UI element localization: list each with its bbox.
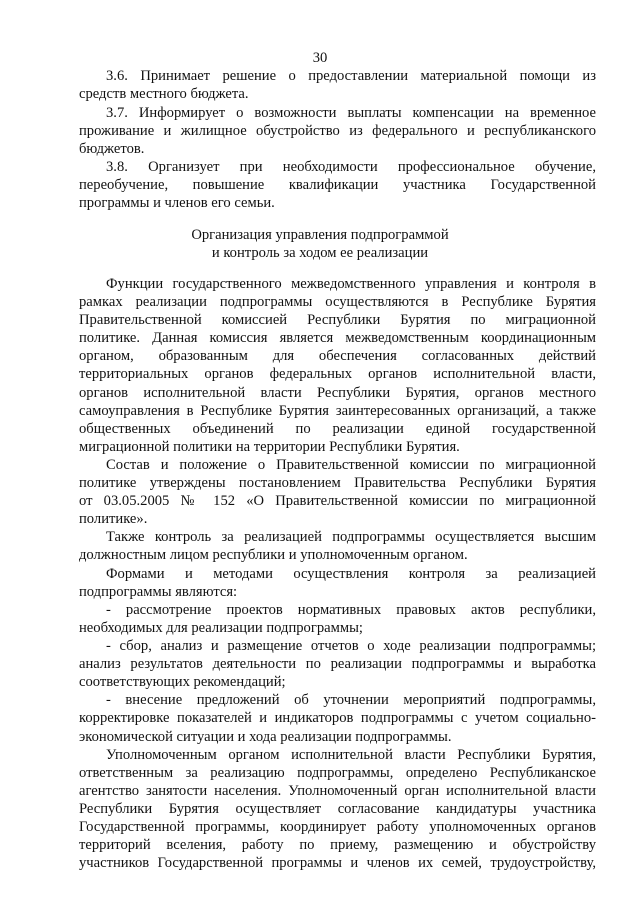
text-line: подпрограммы являются: [79,584,238,600]
text-line: - внесение предложений об уточнении мероприятий подпрограммы, [106,692,596,708]
text-line: участников Государственной программы и членов их семей, трудоустройству, [79,855,596,871]
text-line: Республики Бурятия осуществляет согласование кандидатуры участника [79,801,596,817]
text-line: необходимых для реализации подпрограммы; [79,620,363,636]
section-heading: и контроль за ходом ее реализации [211,245,429,261]
text-line: Также контроль за реализацией подпрограммы осуществляется высшим [106,529,596,545]
text-line: 3.6. Принимает решение о предоставлении материальной помощи из [106,68,596,84]
text-line: бюджетов. [79,141,145,157]
text-line: политике. Данная комиссия является межведомственным координационным [79,330,596,346]
text-line: территориальных органов федеральных органов исполнительной власти, [79,366,596,382]
text-line: органом, образованным для обеспечения согласованных действий [79,348,596,364]
text-line: соответствующих рекомендаций; [79,674,286,690]
text-line: Формами и методами осуществления контроля за реализацией [106,566,596,582]
text-line: ответственным за реализацию подпрограммы, определено Республиканское [79,765,596,781]
text-line: агентство занятости населения. Уполномоченный орган исполнительной власти [79,783,596,799]
text-line: от 03.05.2005 № 152 «О Правительственной комиссии по миграционной [79,493,596,509]
text-line: программы и членов его семьи. [79,195,275,211]
text-line: 3.8. Организует при необходимости профессиональное обучение, [106,159,596,175]
text-line: общественных объединений по реализации единой государственной [79,421,596,437]
text-line: - сбор, анализ и размещение отчетов о ходе реализации подпрограммы; [106,638,596,654]
text-line: 3.7. Информирует о возможности выплаты компенсации на временное [106,105,596,121]
text-line: анализ результатов деятельности по реализации подпрограммы и выработка [79,656,596,672]
text-line: самоуправления в Республике Бурятия заинтересованных организаций, а также [79,403,596,419]
text-line: Уполномоченным органом исполнительной власти Республики Бурятия, [106,747,596,763]
text-line: органов исполнительной власти Республики Бурятия, органов местного [79,385,596,401]
text-line: корректировке показателей и индикаторов подпрограммы с учетом социально- [79,710,596,726]
section-heading: Организация управления подпрограммой [191,227,449,243]
text-line: проживание и жилищное обустройство из федерального и республиканского [79,123,596,139]
text-line: - рассмотрение проектов нормативных правовых актов республики, [106,602,596,618]
text-line: Функции государственного межведомственного управления и контроля в [106,276,596,292]
text-line: миграционной политики на территории Республики Бурятия. [79,439,460,455]
text-line: политике утверждены постановлением Правительства Республики Бурятия [79,475,596,491]
text-line: территорий вселения, работу по приему, размещению и обустройству [79,837,596,853]
text-line: политике». [79,511,148,527]
text-line: переобучение, повышение квалификации участника Государственной [79,177,596,193]
text-line: должностным лицом республики и уполномоченным органом. [79,547,468,563]
text-line: экономической ситуации и хода реализации подпрограммы. [79,729,452,745]
text-line: Государственной программы, координирует работу уполномоченных органов [79,819,596,835]
page-number: 30 [312,50,328,66]
text-line: Состав и положение о Правительственной комиссии по миграционной [106,457,596,473]
text-line: Правительственной комиссией Республики Бурятия по миграционной [79,312,596,328]
text-line: средств местного бюджета. [79,86,249,102]
text-line: рамках реализации подпрограммы осуществляются в Республике Бурятия [79,294,596,310]
